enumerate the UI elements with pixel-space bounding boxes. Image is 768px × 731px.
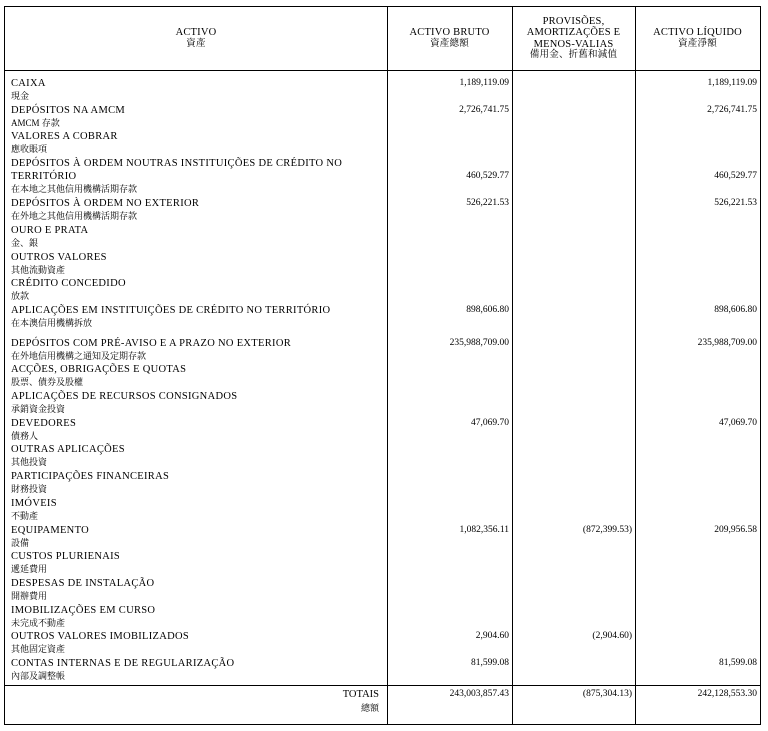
- row-activo-liquido: 235,988,709.00: [697, 337, 757, 348]
- totals-label-pt: TOTAIS: [342, 689, 379, 700]
- row-activo-liquido: 1,189,119.09: [707, 78, 757, 88]
- row-label-pt-continued: TERRITÓRIO: [11, 171, 77, 183]
- row-activo-bruto: 1,189,119.09: [459, 78, 509, 88]
- row-label-pt: DEPÓSITOS À ORDEM NOUTRAS INSTITUIÇÕES DE CRÉDITO NO: [11, 158, 343, 170]
- header-provisoes: [512, 7, 635, 70]
- row-activo-liquido: 526,221.53: [714, 198, 757, 209]
- header-activo-liquido: [635, 7, 760, 70]
- row-label-zh: 未完成不動產: [11, 617, 66, 628]
- row-label-pt: OUTROS VALORES IMOBILIZADOS: [11, 631, 190, 643]
- row-label-zh: 在本澳信用機構拆放: [11, 317, 93, 328]
- totals-divider: [5, 685, 760, 686]
- column-divider: [512, 7, 513, 724]
- row-activo-liquido: 2,726,741.75: [707, 104, 757, 115]
- row-label-pt: VALORES A COBRAR: [11, 131, 118, 143]
- row-label-zh: 其他固定資產: [11, 644, 66, 655]
- totals-row: [5, 687, 760, 725]
- row-label-pt: OUTRAS APLICAÇÕES: [11, 444, 125, 456]
- header-provisoes-pt2: AMORTIZAÇÕES E: [526, 27, 621, 38]
- row-label-pt: DEVEDORES: [11, 417, 77, 429]
- row-label-zh: 債務人: [11, 430, 39, 441]
- header-activo-zh: 資產: [186, 38, 206, 49]
- row-label-pt: IMOBILIZAÇÕES EM CURSO: [11, 604, 156, 616]
- totals-label-zh: 總額: [360, 703, 379, 713]
- row-label-pt: DEPÓSITOS À ORDEM NO EXTERIOR: [11, 198, 200, 210]
- row-label-pt: EQUIPAMENTO: [11, 524, 89, 536]
- row-activo-liquido: 460,529.77: [714, 171, 757, 182]
- header-divider: [5, 70, 760, 71]
- row-label-pt: APLICAÇÕES DE RECURSOS CONSIGNADOS: [11, 391, 238, 402]
- row-label-pt: DEPÓSITOS NA AMCM: [11, 104, 126, 116]
- header-bruto-pt: ACTIVO BRUTO: [409, 27, 490, 38]
- row-label-zh: 應收賬項: [11, 144, 48, 155]
- row-label-zh: 內部及調整帳: [11, 671, 66, 681]
- row-label-pt: ACÇÕES, OBRIGAÇÕES E QUOTAS: [11, 364, 187, 376]
- header-liquido-zh: 資產淨額: [678, 38, 717, 49]
- row-label-pt: OURO E PRATA: [11, 224, 89, 236]
- row-label-pt: DEPÓSITOS COM PRÉ-AVISO E A PRAZO NO EXTERIOR: [11, 337, 292, 349]
- row-activo-bruto: 2,726,741.75: [459, 104, 509, 115]
- row-activo-bruto: 81,599.08: [471, 658, 509, 668]
- row-label-pt: CRÉDITO CONCEDIDO: [11, 278, 126, 290]
- totals-liquido: 242,128,553.30: [697, 689, 757, 699]
- header-provisoes-pt1: PROVISÕES,: [542, 15, 605, 27]
- balance-sheet-table: [4, 6, 761, 725]
- row-label-pt: CAIXA: [11, 78, 46, 89]
- row-label-pt: CUSTOS PLURIENAIS: [11, 551, 121, 563]
- row-activo-bruto: 526,221.53: [466, 198, 509, 209]
- header-provisoes-zh: 備用金、折舊和減值: [529, 50, 618, 60]
- row-label-zh: 現金: [11, 91, 30, 101]
- row-activo-bruto: 898,606.80: [466, 304, 509, 315]
- row-provisoes: (872,399.53): [582, 524, 632, 535]
- row-label-zh: 其他流動資產: [11, 264, 66, 275]
- row-label-zh: 在外地信用機構之通知及定期存款: [11, 350, 147, 361]
- row-label-pt: OUTROS VALORES: [11, 251, 107, 263]
- row-label-pt: PARTICIPAÇÕES FINANCEIRAS: [11, 471, 170, 483]
- column-divider: [387, 7, 388, 724]
- row-label-zh: 金、銀: [11, 237, 39, 248]
- header-provisoes-pt3: MENOS-VALIAS: [533, 38, 614, 50]
- row-activo-liquido: 47,069.70: [719, 417, 757, 428]
- row-label-zh: 放款: [11, 291, 30, 302]
- row-label-zh: 不動產: [11, 510, 39, 521]
- row-label-zh: 設備: [11, 537, 30, 548]
- row-label-pt: CONTAS INTERNAS E DE REGULARIZAÇÃO: [11, 658, 235, 669]
- row-activo-liquido: 898,606.80: [714, 304, 757, 315]
- header-activo-pt: ACTIVO: [175, 27, 217, 38]
- row-label-zh: 承銷資金投資: [11, 404, 66, 414]
- header-activo: [5, 7, 387, 70]
- header-liquido-pt: ACTIVO LÍQUIDO: [653, 27, 742, 38]
- row-label-pt: IMÓVEIS: [11, 497, 57, 509]
- totals-provisoes: (875,304.13): [582, 689, 632, 699]
- row-label-zh: 在外地之其他信用機構活期存款: [11, 211, 138, 222]
- row-activo-bruto: 235,988,709.00: [449, 337, 509, 348]
- row-label-zh: 其他投資: [11, 457, 48, 468]
- row-label-zh: 股票、債券及股權: [11, 377, 84, 388]
- row-label-pt: DESPESAS DE INSTALAÇÃO: [11, 577, 155, 589]
- row-activo-bruto: 2,904.60: [475, 631, 509, 642]
- header-activo-bruto: [387, 7, 512, 70]
- header-bruto-zh: 資產總額: [430, 38, 469, 49]
- row-activo-bruto: 460,529.77: [466, 171, 509, 182]
- row-label-zh: 遞延費用: [11, 564, 48, 575]
- row-activo-bruto: 47,069.70: [471, 417, 509, 428]
- column-divider: [635, 7, 636, 724]
- row-label-pt: APLICAÇÕES EM INSTITUIÇÕES DE CRÉDITO NO TERRITÓRIO: [11, 304, 331, 316]
- row-provisoes: (2,904.60): [592, 631, 632, 642]
- row-activo-liquido: 81,599.08: [719, 658, 757, 668]
- row-label-zh: 開辦費用: [11, 590, 48, 601]
- row-label-zh: 財務投資: [11, 484, 48, 495]
- totals-bruto: 243,003,857.43: [449, 689, 509, 699]
- row-activo-liquido: 209,956.58: [714, 524, 757, 535]
- row-label-zh: AMCM 存款: [11, 117, 60, 128]
- row-label-zh: 在本地之其他信用機構活期存款: [11, 184, 138, 195]
- row-activo-bruto: 1,082,356.11: [459, 524, 509, 535]
